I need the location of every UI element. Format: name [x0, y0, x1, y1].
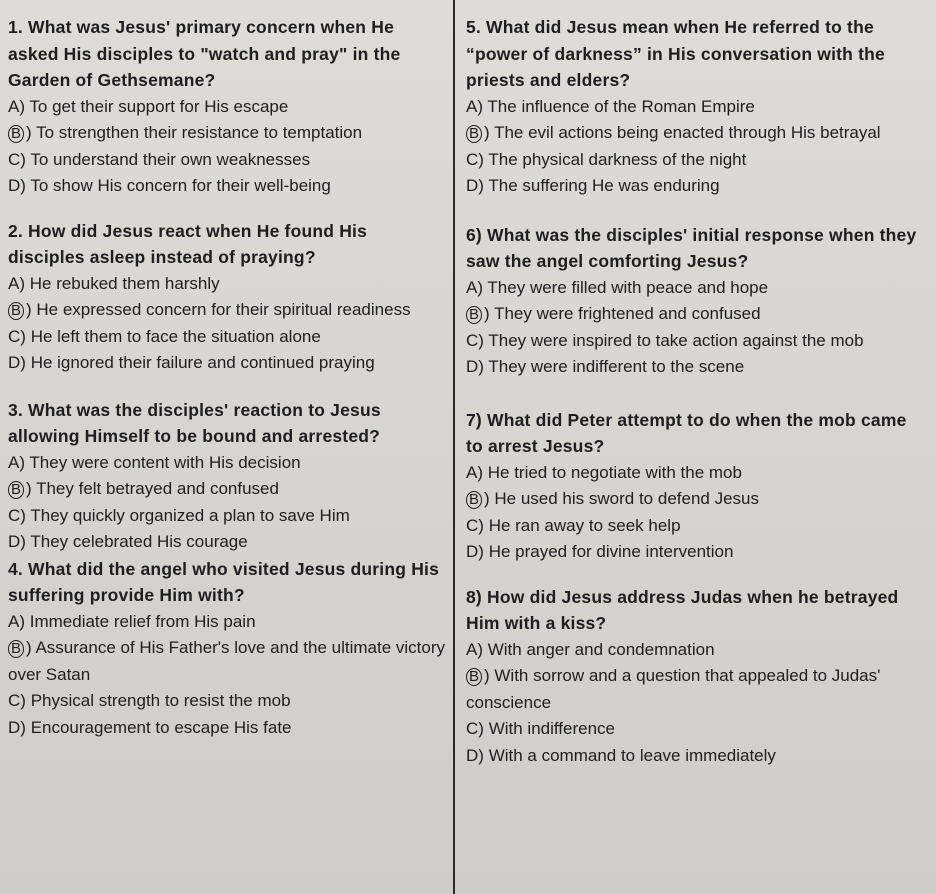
- circled-answer-mark: B: [466, 125, 482, 143]
- option-a[interactable]: A) The influence of the Roman Empire: [466, 96, 755, 116]
- question-text: 7) What did Peter attempt to do when the mob came to arrest Jesus?: [466, 409, 907, 456]
- circled-answer-mark: B: [8, 640, 24, 658]
- circled-answer-mark: B: [8, 302, 24, 320]
- option-d[interactable]: D) He ignored their failure and continued praying: [8, 353, 375, 372]
- option-c[interactable]: C) With indifference: [466, 719, 615, 738]
- option-b-selected[interactable]: B ) Assurance of His Father's love and the ultimate victory over Satan: [8, 638, 445, 684]
- question-text: 3. What was the disciples' reaction to Jesus allowing Himself to be bound and arrested?: [8, 399, 381, 446]
- option-d[interactable]: D) The suffering He was enduring: [466, 176, 720, 195]
- question-text: 2. How did Jesus react when He found His disciples asleep instead of praying?: [8, 220, 368, 267]
- circled-answer-mark: B: [8, 481, 24, 499]
- question-5: [466, 14, 928, 200]
- question-7: [466, 407, 928, 566]
- question-8: [466, 584, 928, 770]
- option-d[interactable]: D) They celebrated His courage: [8, 532, 248, 551]
- option-c[interactable]: C) Physical strength to resist the mob: [8, 691, 291, 710]
- option-b-selected[interactable]: B ) He used his sword to defend Jesus: [466, 486, 928, 513]
- right-column: [466, 14, 928, 769]
- question-6: [466, 222, 928, 381]
- circled-answer-mark: B: [466, 306, 482, 324]
- question-4: [8, 556, 448, 742]
- option-a[interactable]: A) He tried to negotiate with the mob: [466, 462, 742, 482]
- option-c[interactable]: C) They were inspired to take action against the mob: [466, 330, 864, 350]
- option-c[interactable]: C) He ran away to seek help: [466, 515, 681, 535]
- option-a[interactable]: A) They were content with His decision: [8, 452, 301, 472]
- option-c[interactable]: C) The physical darkness of the night: [466, 149, 747, 169]
- option-b-selected[interactable]: B ) With sorrow and a question that appealed to Judas' conscience: [466, 666, 881, 712]
- column-divider: [453, 0, 455, 894]
- option-c[interactable]: C) He left them to face the situation alone: [8, 326, 321, 346]
- option-a[interactable]: A) He rebuked them harshly: [8, 273, 220, 293]
- question-1: [8, 14, 448, 200]
- option-b-selected[interactable]: B ) They felt betrayed and confused: [8, 476, 448, 503]
- question-text: 4. What did the angel who visited Jesus during His suffering provide Him with?: [8, 558, 440, 605]
- option-d[interactable]: D) They were indifferent to the scene: [466, 357, 745, 376]
- option-b-selected[interactable]: B ) To strengthen their resistance to temptation: [8, 120, 448, 147]
- circled-answer-mark: B: [466, 491, 482, 509]
- option-b-selected[interactable]: B ) He expressed concern for their spiritual readiness: [8, 297, 448, 324]
- question-text: 5. What did Jesus mean when He referred to the “power of darkness” in His conversation with the priests and elders?: [466, 17, 885, 90]
- question-2: [8, 218, 448, 377]
- circled-answer-mark: B: [466, 668, 482, 686]
- option-a[interactable]: A) They were filled with peace and hope: [466, 277, 769, 297]
- option-d[interactable]: D) With a command to leave immediately: [466, 745, 776, 765]
- question-3: [8, 397, 448, 556]
- question-text: 1. What was Jesus' primary concern when He asked His disciples to "watch and pray" in the Garden of Gethsemane?: [8, 17, 401, 90]
- option-a[interactable]: A) Immediate relief from His pain: [8, 611, 256, 631]
- option-b-selected[interactable]: B ) The evil actions being enacted through His betrayal: [466, 120, 928, 147]
- option-d[interactable]: D) To show His concern for their well-being: [8, 176, 331, 195]
- left-column: [8, 14, 448, 741]
- option-d[interactable]: D) He prayed for divine intervention: [466, 542, 734, 561]
- option-c[interactable]: C) To understand their own weaknesses: [8, 149, 311, 169]
- option-b-selected[interactable]: B ) They were frightened and confused: [466, 301, 928, 328]
- question-text: 6) What was the disciples' initial response when they saw the angel comforting Jesus?: [466, 224, 917, 271]
- option-d[interactable]: D) Encouragement to escape His fate: [8, 717, 292, 737]
- option-a[interactable]: A) To get their support for His escape: [8, 96, 289, 116]
- question-text: 8) How did Jesus address Judas when he betrayed Him with a kiss?: [466, 586, 899, 633]
- option-c[interactable]: C) They quickly organized a plan to save Him: [8, 505, 350, 525]
- option-a[interactable]: A) With anger and condemnation: [466, 639, 715, 659]
- circled-answer-mark: B: [8, 125, 24, 143]
